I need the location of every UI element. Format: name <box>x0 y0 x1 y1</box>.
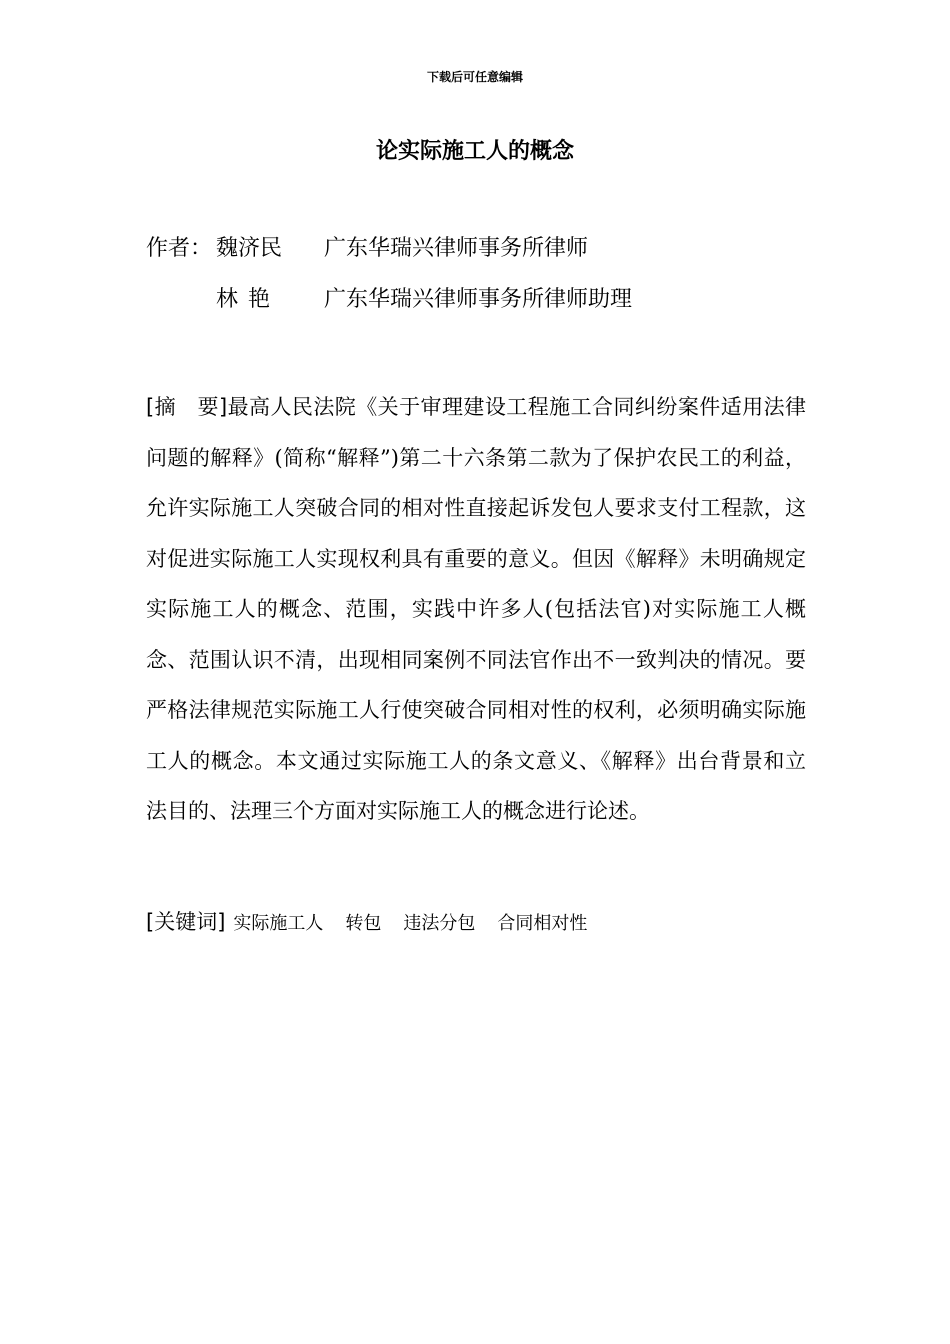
abstract <box>146 382 806 837</box>
author-name: 林艳 <box>216 287 281 312</box>
page-header: 下载后可任意编辑 <box>426 70 523 84</box>
keyword: 违法分包 <box>403 913 476 934</box>
keyword: 实际施工人 <box>233 913 324 934</box>
author-name: 魏济民 <box>216 236 283 261</box>
keywords <box>146 906 806 936</box>
author-row <box>146 233 588 265</box>
author-label: 作者： <box>146 236 213 261</box>
author-row <box>146 284 632 316</box>
author-affiliation: 广东华瑞兴律师事务所律师助理 <box>324 287 633 312</box>
keyword: 转包 <box>345 913 382 934</box>
author-affiliation: 广东华瑞兴律师事务所律师 <box>324 236 589 261</box>
keywords-label: [关键词] <box>146 910 226 934</box>
abstract-label: [摘 要] <box>146 395 228 419</box>
document-title: 论实际施工人的概念 <box>375 139 574 164</box>
abstract-text: 最高人民法院《关于审理建设工程施工合同纠纷案件适用法律问题的解释》(简称“解释”)第二十六条第二款为了保护农民工的利益，允许实际施工人突破合同的相对性直接起诉发包人要求支付工程款，这对促进实际施工人实现权利具有重要的意义。但因《解释》未明确规定实际施工人的概念、范围，实践中许多人(包括法官)对实际施工人概念、范围认识不清，出现相同案例不同法官作出不一致判决的情况。要严格法律规范实际施工人行使突破合同相对性的权利，必须明确实际施工人的概念。本文通过实际施工人的条文意义、《解释》出台背景和立法目的、法理三个方面对实际施工人的概念进行论述。 <box>146 395 807 823</box>
keyword: 合同相对性 <box>497 913 588 934</box>
